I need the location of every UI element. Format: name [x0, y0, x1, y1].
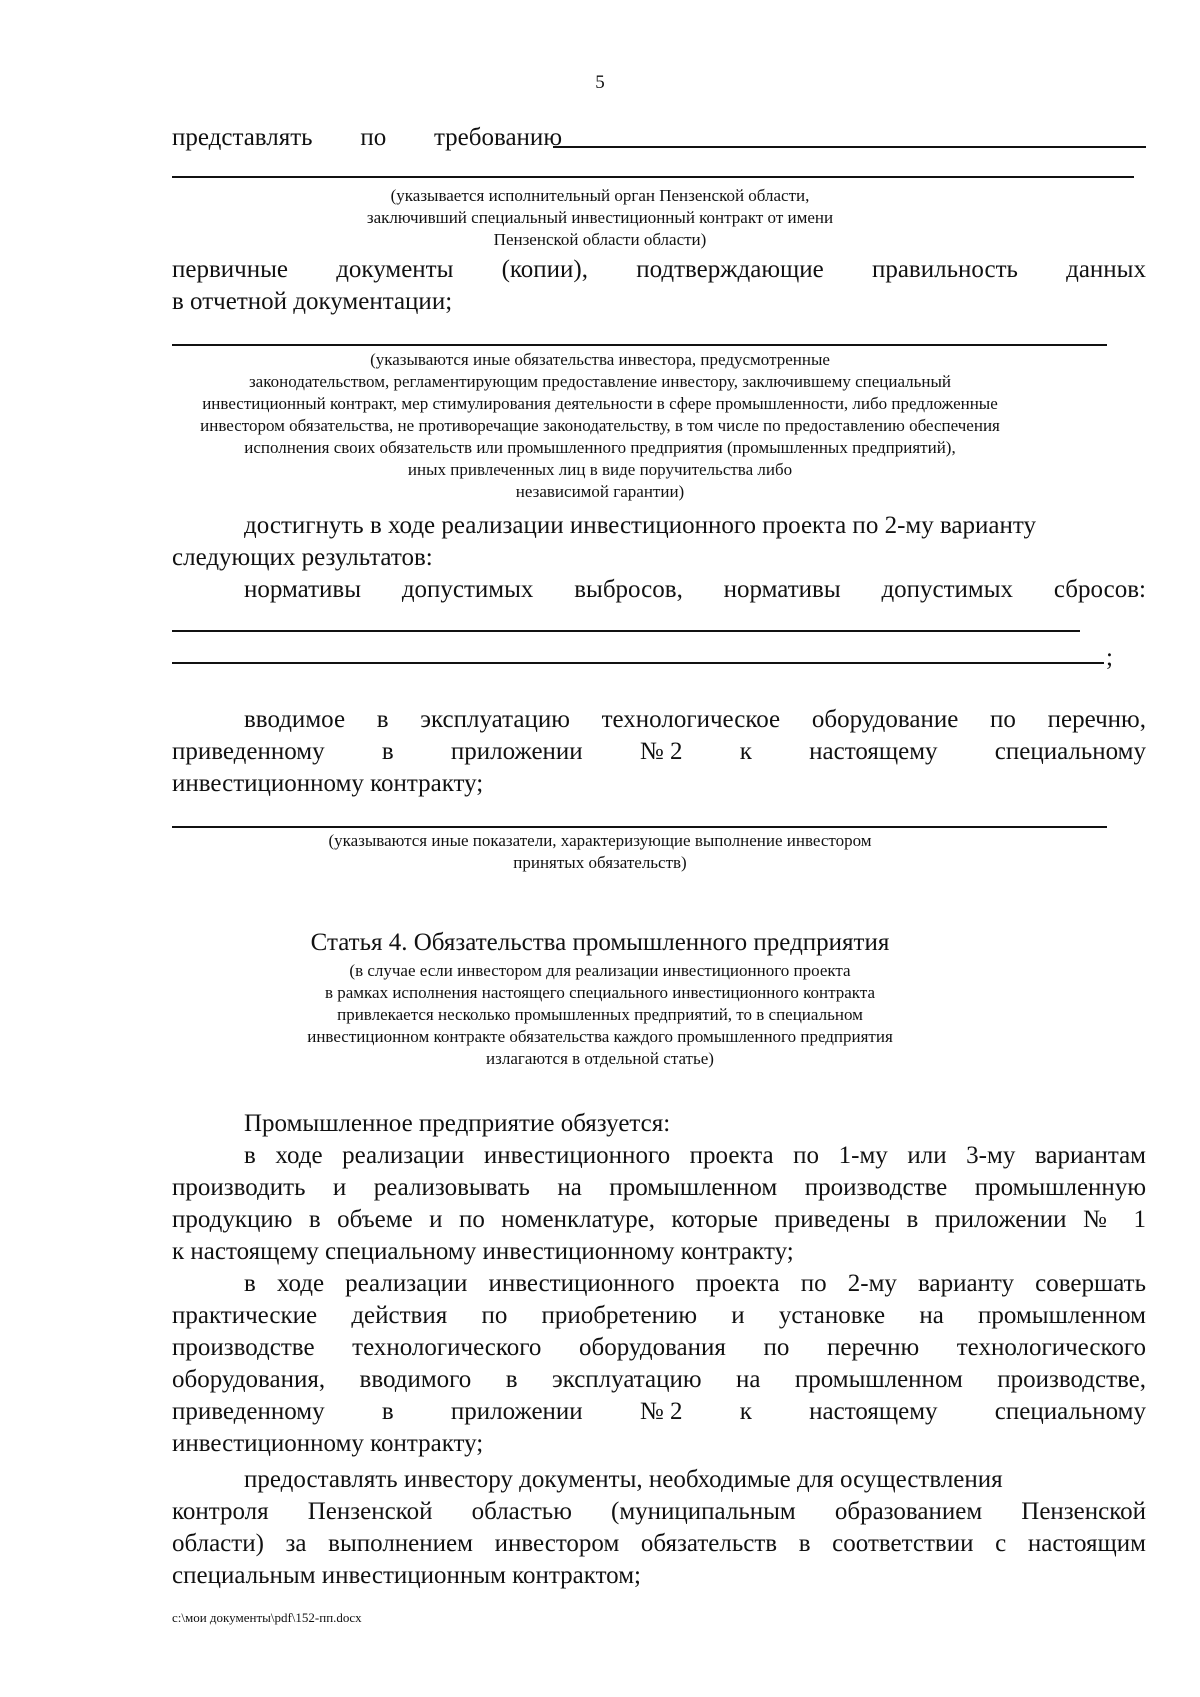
text-word: допустимых [401, 576, 534, 603]
note-line: законодательством, регламентирующим предоставление инвестору, заключившему специальный [248, 372, 952, 391]
text-word: вводимое [244, 706, 346, 733]
text-word: (копии), [501, 256, 589, 283]
fill-in-line [172, 826, 1107, 828]
fill-in-line [172, 176, 1134, 178]
text-word: по [360, 124, 387, 151]
text-word: № 2 [639, 1398, 683, 1425]
note-line: принятых обязательств) [513, 853, 687, 872]
semicolon: ; [1106, 644, 1113, 671]
enterprise-intro: Промышленное предприятие обязуется: [244, 1110, 671, 1137]
note-line: (указываются иные показатели, характеризующие выполнение инвестором [328, 831, 872, 850]
note-line: независимой гарантии) [515, 482, 685, 501]
note-line: (указываются иные обязательства инвестора, предусмотренные [370, 350, 830, 369]
article-4-title: Статья 4. Обязательства промышленного предприятия [310, 929, 890, 956]
paragraph-line: производить и реализовывать на промышленном производстве промышленную [172, 1174, 1146, 1201]
article-4-note [0, 960, 1200, 1070]
note-line: заключивший специальный инвестиционный контракт от имени [366, 208, 834, 227]
file-path-footer: c:\мои документы\pdf\152-пп.docx [172, 1610, 362, 1625]
text-word: эксплуатацию [420, 706, 570, 733]
note-line: инвестиционный контракт, мер стимулирования деятельности в сфере промышленности, либо предложенные [202, 394, 998, 413]
norms-line [244, 574, 1146, 606]
text-word: специальному [994, 738, 1146, 765]
paragraph-line: предоставлять инвестору документы, необходимые для осуществления [244, 1466, 1003, 1493]
fill-in-line [172, 344, 1107, 346]
page-number: 5 [595, 72, 605, 93]
text-word: приведенному [172, 738, 325, 765]
text-word: по [990, 706, 1016, 733]
paragraph-line [172, 1396, 1146, 1428]
text-word: приложении [450, 1398, 583, 1425]
note-line: инвестиционном контракте обязательства каждого промышленного предприятия [307, 1027, 893, 1046]
text-word: к [739, 1398, 752, 1425]
note-line: иных привлеченных лиц в виде поручительства либо [407, 460, 793, 479]
text-word: сбросов: [1053, 576, 1146, 603]
paragraph-line: практические действия по приобретению и установке на промышленном [172, 1302, 1146, 1329]
paragraph-line: области) за выполнением инвестором обязательств в соответствии с настоящим [172, 1530, 1146, 1557]
note-line: Пензенской области области) [493, 230, 707, 249]
text-word: требованию [433, 124, 562, 151]
text-word: приведенному [172, 1398, 325, 1425]
text-word: правильность [871, 256, 1018, 283]
text-word: выбросов, [574, 576, 683, 603]
primary-docs-line [172, 254, 1146, 286]
note-line: исполнения своих обязательств или промышленного предприятия (промышленных предприятий), [244, 438, 956, 457]
text-word: допустимых [881, 576, 1014, 603]
request-line [172, 122, 562, 154]
text-word: № 2 [639, 738, 683, 765]
paragraph-line: продукцию в объеме и по номенклатуре, которые приведены в приложении № 1 [172, 1206, 1146, 1233]
text-word: перечню, [1047, 706, 1146, 733]
text-word: представлять [172, 124, 313, 151]
paragraph-line: инвестиционному контракту; [172, 1430, 484, 1457]
text-word: настоящему [809, 1398, 938, 1425]
note-line: в рамках исполнения настоящего специального инвестиционного контракта [324, 983, 876, 1002]
paragraph-line: в ходе реализации инвестиционного проекта по 1-му или 3-му вариантам [244, 1142, 1146, 1169]
paragraph-line: специальным инвестиционным контрактом; [172, 1562, 641, 1589]
results-line: достигнуть в ходе реализации инвестиционного проекта по 2-му варианту [244, 512, 1036, 539]
text-word: оборудование [811, 706, 959, 733]
note-line: излагаются в отдельной статье) [486, 1049, 714, 1068]
fill-in-line [553, 146, 1146, 148]
text-word: в [381, 1398, 394, 1425]
paragraph-line: в ходе реализации инвестиционного проекта по 2-му варианту совершать [244, 1270, 1146, 1297]
note-line: привлекается несколько промышленных предприятий, то в специальном [337, 1005, 863, 1024]
note-line: инвестором обязательства, не противоречащие законодательству, в том числе по предоставлению обеспечения [200, 416, 1000, 435]
paragraph-line: контроля Пензенской областью (муниципальным образованием Пензенской [172, 1498, 1146, 1525]
note-line: (в случае если инвестором для реализации инвестиционного проекта [349, 961, 851, 980]
text-word: данных [1066, 256, 1146, 283]
equipment-line [172, 736, 1146, 768]
primary-docs-line: в отчетной документации; [172, 288, 453, 315]
text-word: настоящему [809, 738, 938, 765]
text-word: технологическое [601, 706, 781, 733]
text-word: подтверждающие [636, 256, 824, 283]
fill-in-line [172, 662, 1104, 664]
note-line: (указывается исполнительный орган Пензенской области, [390, 186, 810, 205]
indicators-note [0, 830, 1200, 874]
paragraph-line: оборудования, вводимого в эксплуатацию на промышленном производстве, [172, 1366, 1146, 1393]
text-word: в [381, 738, 394, 765]
results-line: следующих результатов: [172, 544, 433, 571]
text-word: нормативы [244, 576, 362, 603]
equipment-line [244, 704, 1146, 736]
other-obligations-note [0, 349, 1200, 503]
paragraph-line: производстве технологического оборудования по перечню технологического [172, 1334, 1146, 1361]
equipment-line: инвестиционному контракту; [172, 770, 484, 797]
text-word: первичные [172, 256, 289, 283]
text-word: нормативы [723, 576, 841, 603]
text-word: документы [336, 256, 454, 283]
text-word: в [376, 706, 389, 733]
fill-in-line [172, 630, 1080, 632]
text-word: специальному [994, 1398, 1146, 1425]
text-word: к [739, 738, 752, 765]
text-word: приложении [450, 738, 583, 765]
paragraph-line: к настоящему специальному инвестиционному контракту; [172, 1238, 794, 1265]
executive-body-note [0, 185, 1200, 251]
